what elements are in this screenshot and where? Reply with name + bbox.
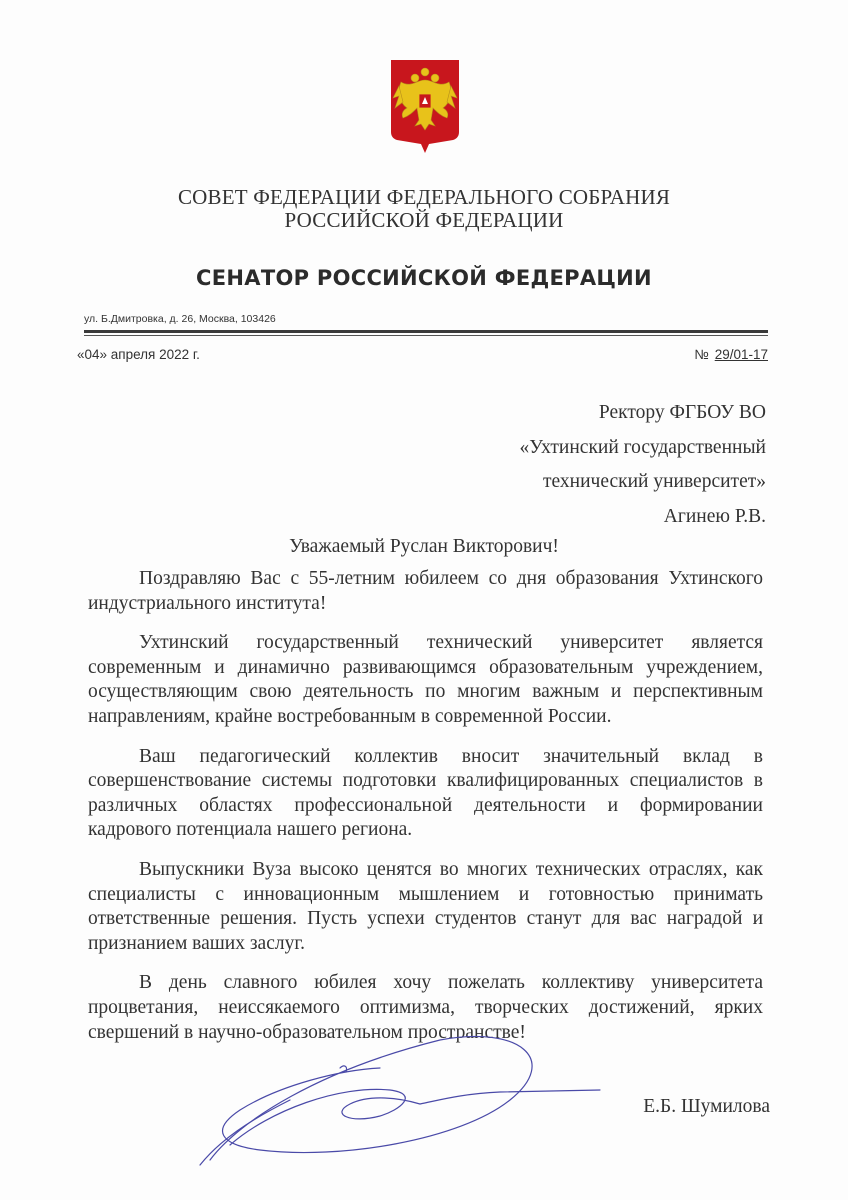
council-title-line2: РОССИЙСКОЙ ФЕДЕРАЦИИ [284,208,564,232]
body-paragraph: Выпускники Вуза высоко ценятся во многих технических отраслях, как специалисты с инновационным мышлением и готовностью принимать ответственные решения. Пусть успехи студентов станут для вас наградой и признанием ваших заслуг. [88,858,763,954]
addressee-line: технический университет» [542,471,766,492]
body-paragraph: Поздравляю Вас с 55-летним юбилеем со дня образования Ухтинского индустриального института! [88,568,763,614]
letterhead-rule-thick [84,330,768,333]
body-paragraph: Ваш педагогический коллектив вносит значительный вклад в совершенствование системы подготовки квалифицированных специалистов в различных областях профессиональной деятельности и формировании кадрового потенциала нашего региона. [88,745,763,841]
body-paragraph: В день славного юбилея хочу пожелать коллективу университета процветания, неиссякаемого оптимизма, творческих достижений, ярких свершений в научно-образовательном пространстве! [88,972,763,1043]
letter-date: «04» апреля 2022 г. [77,347,200,362]
signer-name: Е.Б. Шумилова [643,1096,770,1117]
number-value: 29/01-17 [714,347,768,362]
senator-title: СЕНАТОР РОССИЙСКОЙ ФЕДЕРАЦИИ [196,266,652,290]
letter-body [88,567,763,1060]
addressee-line: «Ухтинский государственный [519,436,766,458]
addressee-line: Ректору ФГБОУ ВО [598,402,766,423]
addressee-line: Агинею Р.В. [663,505,766,527]
letterhead-address: ул. Б.Дмитровка, д. 26, Москва, 103426 [84,313,276,325]
letter-number [694,347,768,362]
number-label: № [694,347,709,362]
handwritten-signature-icon [180,1030,620,1170]
council-title-line1: СОВЕТ ФЕДЕРАЦИИ ФЕДЕРАЛЬНОГО СОБРАНИЯ [177,185,671,209]
addressee-block [520,396,766,534]
body-paragraph: Ухтинский государственный технический университет является современным и динамично развивающимся образовательным учреждением, осуществляющим свою деятельность по многим важным и перспективным направлениям, крайне востребованным в современной России. [88,632,763,727]
letterhead-rule-thin [84,335,768,336]
greeting: Уважаемый Руслан Викторович! [289,536,559,557]
coat-of-arms-icon [389,58,461,154]
